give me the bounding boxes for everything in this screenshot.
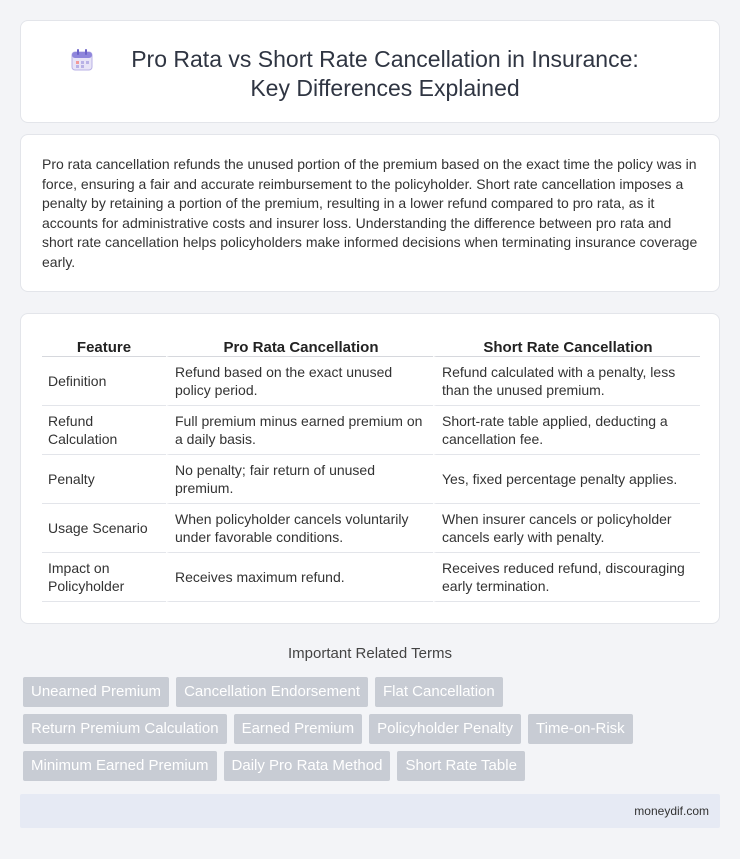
- tag-row: [23, 751, 723, 781]
- related-term-tag[interactable]: Daily Pro Rata Method: [224, 751, 391, 781]
- related-term-tag[interactable]: Flat Cancellation: [375, 677, 503, 707]
- table-row: [42, 455, 700, 504]
- table-cell: Refund based on the exact unused policy period.: [166, 357, 433, 406]
- table-cell: Receives reduced refund, discouraging early termination.: [433, 553, 700, 602]
- tag-row: [23, 714, 723, 744]
- table-header-row: [42, 334, 700, 357]
- table-cell: Definition: [42, 357, 166, 406]
- column-header: Short Rate Cancellation: [433, 334, 700, 357]
- related-term-tag[interactable]: Return Premium Calculation: [23, 714, 227, 744]
- column-header: Feature: [42, 334, 166, 357]
- footer-site-link[interactable]: moneydif.com: [634, 804, 709, 818]
- table-cell: Penalty: [42, 455, 166, 504]
- page-title: Pro Rata vs Short Rate Cancellation in Insurance: Key Differences Explained: [131, 46, 639, 101]
- footer: [20, 794, 720, 828]
- related-term-tag[interactable]: Short Rate Table: [397, 751, 524, 781]
- table-cell: When insurer cancels or policyholder cancels early with penalty.: [433, 504, 700, 553]
- comparison-table: [42, 334, 700, 602]
- related-term-tag[interactable]: Policyholder Penalty: [369, 714, 521, 744]
- column-header: Pro Rata Cancellation: [166, 334, 433, 357]
- table-cell: Refund Calculation: [42, 406, 166, 455]
- table-row: [42, 406, 700, 455]
- related-terms-heading: Important Related Terms: [288, 645, 452, 662]
- table-cell: Impact on Policyholder: [42, 553, 166, 602]
- table-row: [42, 504, 700, 553]
- intro-paragraph: Pro rata cancellation refunds the unused portion of the premium based on the exact time the policy was in force, ensuring a fair and accurate reimbursement to the policyholder. Short rate cancellation imposes a penalty by retaining a portion of the premium, resulting in a lower refund compared to pro rata, as it accounts for administrative costs and insurer loss. Understanding the difference between pro rata and short rate cancellation helps policyholders make informed decisions when terminating insurance coverage early.: [42, 156, 698, 270]
- intro-card: [20, 134, 720, 292]
- related-term-tag[interactable]: Unearned Premium: [23, 677, 169, 707]
- related-term-tag[interactable]: Minimum Earned Premium: [23, 751, 217, 781]
- comparison-table-card: [20, 313, 720, 624]
- table-row: [42, 553, 700, 602]
- table-cell: Refund calculated with a penalty, less than the unused premium.: [433, 357, 700, 406]
- related-term-tag[interactable]: Time-on-Risk: [528, 714, 633, 744]
- related-term-tag[interactable]: Cancellation Endorsement: [176, 677, 368, 707]
- tag-row: [23, 677, 723, 707]
- table-cell: When policyholder cancels voluntarily under favorable conditions.: [166, 504, 433, 553]
- table-cell: Yes, fixed percentage penalty applies.: [433, 455, 700, 504]
- table-cell: Receives maximum refund.: [166, 553, 433, 602]
- table-cell: Usage Scenario: [42, 504, 166, 553]
- title-card: [20, 20, 720, 123]
- table-row: [42, 357, 700, 406]
- related-terms-list: [23, 677, 723, 788]
- table-cell: Full premium minus earned premium on a daily basis.: [166, 406, 433, 455]
- related-term-tag[interactable]: Earned Premium: [234, 714, 363, 744]
- table-cell: No penalty; fair return of unused premium.: [166, 455, 433, 504]
- table-cell: Short-rate table applied, deducting a cancellation fee.: [433, 406, 700, 455]
